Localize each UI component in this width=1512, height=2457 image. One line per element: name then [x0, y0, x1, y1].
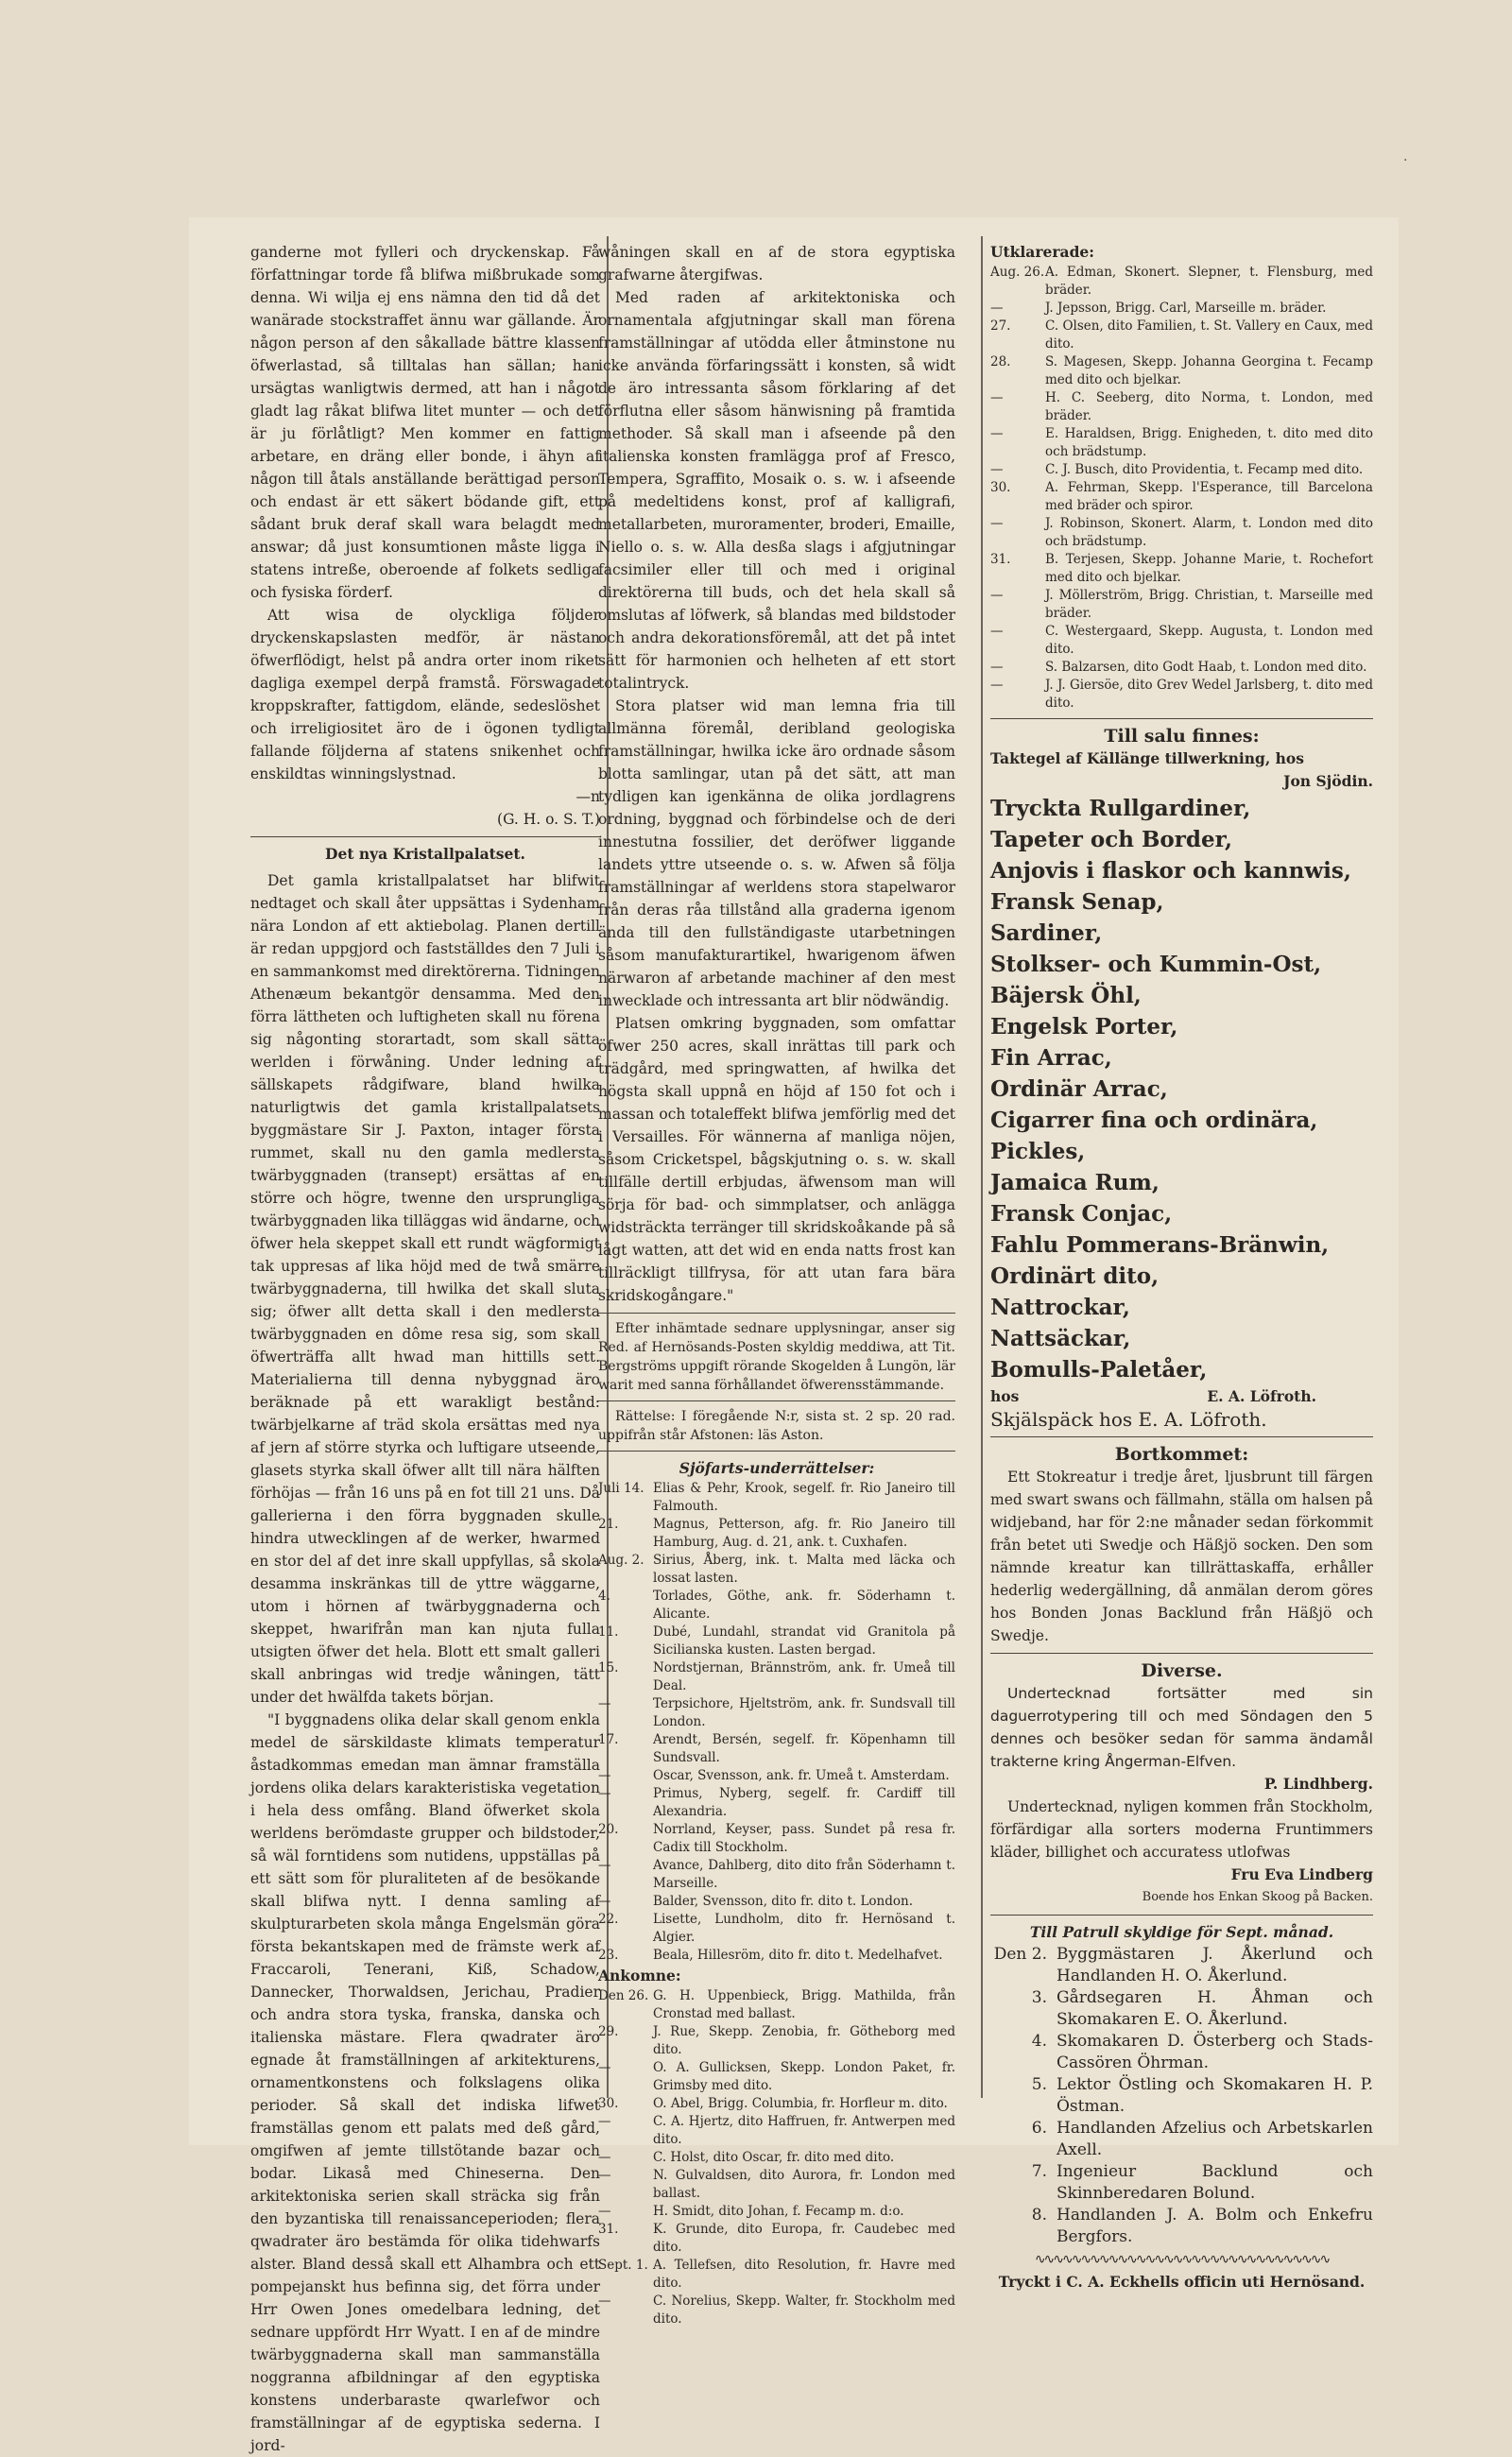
entry-date: —: [598, 2204, 611, 2219]
misc-text-2: Undertecknad, nyligen kommen från Stockholm, förfärdigar alla sorters moderna Fruntimmers kläder, billighet och accuratess utlofwas: [990, 1798, 1373, 1861]
shipping-entry: [598, 1767, 955, 1785]
cleared-entry: [990, 659, 1373, 677]
entry-date: 28.: [990, 354, 1011, 369]
misc-signature-2: Fru Eva Lindberg: [1230, 1865, 1373, 1883]
cleared-entry: [990, 623, 1373, 659]
patrull-list: [990, 1944, 1373, 2248]
sale-item: Cigarrer fina och ordinära,: [990, 1108, 1318, 1133]
entry-date: —: [598, 2168, 611, 2183]
entry-date: 20.: [598, 1822, 619, 1837]
sale-item: Pickles,: [990, 1139, 1086, 1164]
entry-text: Elias & Pehr, Krook, segelf. fr. Rio Janeiro till Falmouth.: [653, 1481, 955, 1514]
entry-text: Ingenieur Backlund och Skinnberedaren Bolund.: [1057, 2162, 1373, 2203]
cleared-heading: Utklarerade:: [990, 243, 1095, 261]
entry-text: Sirius, Åberg, ink. t. Malta med läcka och lossat lasten.: [653, 1553, 955, 1586]
entry-date: 11.: [598, 1624, 619, 1640]
arrived-entry: [598, 2221, 955, 2257]
divider: [250, 836, 600, 837]
entry-text: Balder, Svensson, dito fr. dito t. London.: [653, 1894, 913, 1909]
arrived-entry: [598, 2113, 955, 2149]
cleared-list: [990, 264, 1373, 713]
cleared-entry: [990, 425, 1373, 461]
arrived-entry: [598, 2203, 955, 2221]
sale-item: Ordinärt dito,: [990, 1263, 1160, 1289]
entry-date: —: [990, 516, 1004, 531]
paragraph: ganderne mot fylleri och dryckenskap. Få författningar torde få blifwa mißbrukade som denna. Wi wilja ej ens nämna den tid då det wanärade stockstraffet ännu war gällande. Är någon person af den såkallade bättre klassen öfwerlastad, så tilltalas han sällan; han ursägtas wanligtwis dermed, att han i något gladt lag råkat blifwa litet munter — och det är ju förlåtligt? Men kommer en fattig arbetare, en dräng eller bonde, i ähyn af någon till åtals anställande berättigad person och endast är ett säkert bödande gift, ett sådant bruk deraf skall wara belagdt med answar; då just konsumtionen måste ligga i statens intreße, oberoende af folkets sedliga och fysiska förderf.: [250, 244, 600, 601]
entry-text: Gårdsegaren H. Åhman och Skomakaren E. O. Åkerlund.: [1057, 1988, 1373, 2029]
sale-item: Fransk Senap,: [990, 889, 1164, 915]
entry-text: C. J. Busch, dito Providentia, t. Fecamp med dito.: [1045, 462, 1364, 477]
divider: [990, 1915, 1373, 1916]
divider: [990, 718, 1373, 719]
shipping-entry: [598, 1624, 955, 1659]
entry-date: —: [598, 2114, 611, 2129]
arrived-entry: [598, 1987, 955, 2023]
lost-heading: Bortkommet:: [1114, 1444, 1249, 1465]
cleared-entry: [990, 677, 1373, 713]
entry-date: —: [598, 2060, 611, 2075]
sale-item: Ordinär Arrac,: [990, 1076, 1168, 1102]
sale-seller: Jon Sjödin.: [1283, 772, 1373, 790]
sale-items: [990, 793, 1373, 1385]
paragraph: Platsen omkring byggnaden, som omfattar öfwer 250 acres, skall inrättas till park och trädgård, med springwatten, af hwilka det högsta skall uppnå en höjd af 150 fot och i massan och totaleffekt blifwa jemförlig med det i Versailles. För wännerna af manliga nöjen, såsom Cricketspel, bågskjutning o. s. w. skall tillfälle dertill erbjudas, äfwensom man will sörja för bad- och simmplatser, och anlägga widsträckta terränger till skridskoåkande på så lågt watten, att det wid en enda natts frost kan tillräckligt tillfrysa, för att utan fara bära skridskogångare.": [598, 1015, 955, 1304]
corner-mark: ·: [1403, 153, 1408, 168]
paragraph: Att wisa de olyckliga följder dryckenskapslasten medför, är nästan öfwerflödigt, helst på andra orter inom riket dagliga exempel derpå framstå. Förswagade kroppskrafter, fattigdom, elände, sedeslöshet och irreligiositet äro de i ögonen tydligt fallande följderna af statens snikenhet och enskildtas winningslystnad.: [250, 607, 600, 782]
hos-label: hos: [990, 1387, 1020, 1405]
cleared-entry: [990, 515, 1373, 551]
entry-text: J. Möllerström, Brigg. Christian, t. Marseille med bräder.: [1045, 588, 1373, 621]
sale-heading: Till salu finnes:: [1104, 726, 1260, 747]
cleared-entry: [990, 300, 1373, 318]
entry-text: J. Jepsson, Brigg. Carl, Marseille m. bräder.: [1045, 301, 1327, 316]
shipping-entry: [598, 1731, 955, 1767]
shipping-entry: [598, 1552, 955, 1588]
patrull-entry: [990, 2074, 1373, 2118]
entry-text: Lektor Östling och Skomakaren H. P. Östman.: [1057, 2075, 1373, 2116]
misc-text: Undertecknad fortsätter med sin daguerrotypering till och med Söndagen den 5 dennes och besöker sedan för samma ändamål trakterne kring Ångerman-Elfven.: [990, 1685, 1373, 1770]
cleared-entry: [990, 551, 1373, 587]
cleared-entry: [990, 318, 1373, 353]
entry-text: Dubé, Lundahl, strandat vid Granitola på Sicilianska kusten. Lasten bergad.: [653, 1624, 955, 1658]
entry-text: Avance, Dahlberg, dito dito från Söderhamn t. Marseille.: [653, 1858, 955, 1891]
shipping-entry: [598, 1947, 955, 1965]
entry-text: Norrland, Keyser, pass. Sundet på resa fr. Cadix till Stockholm.: [653, 1822, 955, 1855]
entry-date: 31.: [990, 552, 1011, 567]
entry-text: Lisette, Lundholm, dito fr. Hernösand t. Algier.: [653, 1912, 955, 1945]
cleared-entry: [990, 479, 1373, 515]
entry-text: J. Robinson, Skonert. Alarm, t. London med dito och brädstump.: [1045, 516, 1373, 549]
arrived-entry: [598, 2167, 955, 2203]
paragraph: wåningen skall en af de stora egyptiska grafwarne återgifwas.: [598, 244, 955, 284]
imprint: Tryckt i C. A. Eckhells officin uti Hernösand.: [998, 2273, 1366, 2291]
source: (G. H. o. S. T.): [497, 811, 600, 828]
arrived-entry: [598, 2149, 955, 2167]
paragraph: Stora platser wid man lemna fria till allmänna föremål, deribland geologiska framställningar, hwilka icke äro ordnade såsom blotta samlingar, utan på det sätt, att man tydligen kan igenkänna de olika jordlagrens ordning, byggnad och förbindelse och de deri innestutna fossilier, det deröfwer liggande landets yttre utseende o. s. w. Afwen så följa framställningar af werldens stora stapelwaror från deras råa tillstånd alla graderna igenom ända till den fullständigaste utarbetningen såsom manufakturartikel, hwarigenom äfwen närwaron af arbetande machiner af den mest inwecklade och intressanta art blir nödwändig.: [598, 697, 955, 1009]
divider: [990, 1436, 1373, 1437]
entry-text: Magnus, Petterson, afg. fr. Rio Janeiro till Hamburg, Aug. d. 21, ank. t. Cuxhafen.: [653, 1517, 955, 1550]
cleared-entry: [990, 587, 1373, 623]
entry-text: Handlanden J. A. Bolm och Enkefru Bergfors.: [1057, 2206, 1373, 2246]
shipping-entry: [598, 1659, 955, 1695]
entry-text: J. J. Giersöe, dito Grev Wedel Jarlsberg, t. dito med dito.: [1045, 678, 1373, 711]
arrived-entry: [598, 2059, 955, 2095]
arrived-entry: [598, 2293, 955, 2328]
entry-text: Arendt, Bersén, segelf. fr. Köpenhamn till Sundsvall.: [653, 1732, 955, 1765]
cleared-entry: [990, 353, 1373, 389]
column-divider: [981, 236, 983, 2098]
entry-text: E. Haraldsen, Brigg. Enigheden, t. dito med dito och brädstump.: [1045, 426, 1373, 459]
entry-date: 27.: [990, 318, 1011, 334]
sale-item: Anjovis i flaskor och kannwis,: [990, 858, 1351, 884]
divider: [598, 1400, 955, 1401]
shipping-entry: [598, 1821, 955, 1857]
entry-text: G. H. Uppenbieck, Brigg. Mathilda, från Cronstad med ballast.: [653, 1988, 955, 2021]
arrived-entry: [598, 2257, 955, 2293]
ornamental-rule: ∿∿∿∿∿∿∿∿∿∿∿∿∿∿∿∿∿∿∿∿∿∿∿∿∿∿∿∿∿∿∿∿: [1034, 2252, 1330, 2267]
entry-date: —: [598, 1696, 611, 1711]
entry-date: —: [990, 462, 1004, 477]
entry-date: —: [598, 1858, 611, 1873]
entry-date: 3.: [1031, 1988, 1047, 2007]
shipping-entry: [598, 1516, 955, 1552]
entry-date: 23.: [598, 1948, 619, 1963]
misc-signature: P. Lindhberg.: [1263, 1775, 1373, 1793]
lost-text: Ett Stokreatur i tredje året, ljusbrunt till färgen med swart swans och fällmahn, ställa om halsen på widjeband, har för 2:ne månader sedan förkommit från betet uti Swedje och Häßjö socken. Den som nämnde kreatur kan tillrättaskaffa, erhåller hederlig wedergällning, då anmälan derom göres hos Bonden Jonas Backlund från Häßjö och Swedje.: [990, 1469, 1373, 1644]
entry-date: —: [990, 426, 1004, 441]
entry-text: K. Grunde, dito Europa, fr. Caudebec med dito.: [653, 2222, 955, 2255]
entry-text: A. Tellefsen, dito Resolution, fr. Havre med dito.: [653, 2258, 955, 2291]
entry-date: —: [990, 678, 1004, 693]
erratum: Rättelse: I föregående N:r, sista st. 2 sp. 20 rad. uppifrån står Afstonen: läs Aston.: [598, 1409, 955, 1443]
sale-item: Fransk Conjac,: [990, 1201, 1173, 1227]
entry-text: Byggmästaren J. Åkerlund och Handlanden H. O. Åkerlund.: [1057, 1945, 1373, 1985]
entry-text: C. Holst, dito Oscar, fr. dito med dito.: [653, 2150, 895, 2165]
entry-date: 6.: [1031, 2119, 1047, 2138]
entry-text: Skomakaren D. Österberg och Stads-Cassören Öhrman.: [1057, 2032, 1373, 2072]
entry-date: —: [598, 2294, 611, 2309]
entry-text: J. Rue, Skepp. Zenobia, fr. Götheborg med dito.: [653, 2024, 955, 2057]
entry-date: —: [990, 624, 1004, 639]
sale-last: Skjälspäck hos E. A. Löfroth.: [990, 1408, 1267, 1431]
entry-text: Terpsichore, Hjeltström, ank. fr. Sundsvall till London.: [653, 1696, 955, 1729]
entry-date: —: [990, 301, 1004, 316]
entry-text: O. Abel, Brigg. Columbia, fr. Horfleur m. dito.: [653, 2096, 948, 2111]
entry-date: 4.: [598, 1589, 610, 1604]
paragraph: Det gamla kristallpalatset har blifwit nedtaget och skall åter uppsättas i Sydenham nära London af ett aktiebolag. Planen dertill är redan uppgjord och fastställdes den 7 Juli i en sammankomst med direktörerna. Tidningen Athenæum bekantgör densamma. Med den förra lättheten och luftigheten skall nu förena sig någonting storartadt, som skall sätta werlden i förwåning. Under ledning af sällskapets rådgifware, bland hwilka naturligtwis det gamla kristallpalatsets byggmästare Sir J. Paxton, intager första rummet, skall nu den gamla medlersta twärbyggnaden (transept) ersättas af en större och högre, twenne den ursprungliga twärbyggnaden lika tilläggas wid ändarne, och öfwer hela skeppet skall ett rundt wägformigt tak uppresas af lika höjd med de twå smärre twärbyggnaderna, till hwilka det skall sluta sig; öfwer allt detta skall i den medlersta twärbyggnaden en dôme resa sig, som skall öfwerträffa allt hwad man hittills sett. Materialierna till denna nybyggnad äro beräknade på ett warakligt bestånd: twärbjelkarne af träd skola ersättas med nya af jern af större styrka och luftigare utseende, glasets styrka skall öfwer allt till nära hälften förhöjas — från 16 uns på en fot till 21 uns. Då gallerierna i den förra byggnaden skulle hindra utwecklingen af de werker, hwarmed en stor del af det inre skall uppfyllas, så skola desamma inskränkas till de yttre wäggarne, utom i hörnen af twärbyggnaderna och skeppet, hwarifrån man kan njuta fulla utsigten öfwer det hela. Blott ett smalt galleri skall anbringas wid tredje wåningen, tätt under det hwälfda takets början.: [250, 872, 600, 1706]
patrull-entry: [990, 2031, 1373, 2074]
entry-text: Nordstjernan, Brännström, ank. fr. Umeå till Deal.: [653, 1660, 955, 1693]
shipping-entry: [598, 1785, 955, 1821]
entry-date: 22.: [598, 1912, 619, 1927]
entry-date: 31.: [598, 2222, 619, 2237]
entry-text: H. Smidt, dito Johan, f. Fecamp m. d:o.: [653, 2204, 904, 2219]
entry-date: —: [990, 390, 1004, 405]
sale-item: Nattsäckar,: [990, 1326, 1131, 1351]
arrived-entry: [598, 2095, 955, 2113]
entry-date: 30.: [598, 2096, 619, 2111]
entry-text: Beala, Hillesröm, dito fr. dito t. Medelhafvet.: [653, 1948, 943, 1963]
shipping-entry: [598, 1588, 955, 1624]
shipping-entry: [598, 1857, 955, 1893]
cleared-entry: [990, 264, 1373, 300]
entry-text: H. C. Seeberg, dito Norma, t. London, med bräder.: [1045, 390, 1373, 423]
sale-hos-line: [990, 1385, 1373, 1408]
arrived-entry: [598, 2023, 955, 2059]
sale-item: Bäjersk Öhl,: [990, 983, 1142, 1008]
shipping-entry: [598, 1911, 955, 1947]
shipping-entry: [598, 1480, 955, 1516]
divider: [598, 1451, 955, 1452]
divider: [990, 1653, 1373, 1654]
entry-date: 5.: [1031, 2075, 1047, 2094]
arrived-list: [598, 1987, 955, 2328]
sale-item: Sardiner,: [990, 920, 1103, 946]
entry-text: Torlades, Göthe, ank. fr. Söderhamn t. Alicante.: [653, 1589, 955, 1622]
article-heading: Det nya Kristallpalatset.: [325, 845, 525, 863]
sale-item: Engelsk Porter,: [990, 1014, 1178, 1040]
misc-address: Boende hos Enkan Skoog på Backen.: [1142, 1890, 1373, 1904]
entry-text: C. Norelius, Skepp. Walter, fr. Stockholm med dito.: [653, 2294, 955, 2327]
sale-item: Fahlu Pommerans-Bränwin,: [990, 1232, 1330, 1258]
cleared-entry: [990, 461, 1373, 479]
entry-date: 30.: [990, 480, 1011, 495]
column-3: [990, 241, 1373, 2294]
entry-text: C. A. Hjertz, dito Haffruen, fr. Antwerpen med dito.: [653, 2114, 955, 2147]
entry-date: Aug. 2.: [598, 1553, 644, 1568]
sale-item: Tryckta Rullgardiner,: [990, 796, 1251, 821]
column-1: [250, 241, 600, 2457]
shipping-heading: Sjöfarts-underrättelser:: [679, 1459, 875, 1477]
entry-date: —: [598, 1768, 611, 1783]
patrull-entry: [990, 1944, 1373, 1987]
entry-text: S. Magesen, Skepp. Johanna Georgina t. Fecamp med dito och bjelkar.: [1045, 354, 1373, 387]
divider: [598, 1313, 955, 1314]
entry-text: A. Fehrman, Skepp. l'Esperance, till Barcelona med bräder och spiror.: [1045, 480, 1373, 513]
sale-line: Taktegel af Källänge tillwerkning, hos: [990, 749, 1304, 767]
cleared-entry: [990, 389, 1373, 425]
entry-text: Primus, Nyberg, segelf. fr. Cardiff till Alexandria.: [653, 1786, 955, 1819]
entry-date: Juli 14.: [598, 1481, 644, 1496]
entry-text: O. A. Gullicksen, Skepp. London Paket, fr. Grimsby med dito.: [653, 2060, 955, 2093]
entry-date: 8.: [1031, 2206, 1047, 2225]
sale-item: Jamaica Rum,: [990, 1170, 1160, 1195]
entry-date: 21.: [598, 1517, 619, 1532]
paragraph: Med raden af arkitektoniska och ornamentala afgjutningar skall man förena framställningar af utödda eller åtminstone nu icke använda förfaringssätt i konsten, så widt de äro intressanta såsom förklaring af det förflutna eller såsom hänwisning på framtida methoder. Så skall man i afseende på den italienska konsten framlägga prof af Fresco, Tempera, Sgraffito, Mosaik o. s. w. i afseende på medeltidens konst, prof af kalligrafi, metallarbeten, muroramenter, broderi, Emaille, Niello o. s. w. Alla desßa slags i afgjutningar facsimiler eller till och med i original direktörerna till buds, och det hela skall så omslutas af löfwerk, så blandas med bildstoder och andra dekorationsföremål, att det på intet sätt för harmonien och helheten af ett stort totalintryck.: [598, 289, 955, 692]
entry-date: 15.: [598, 1660, 619, 1675]
entry-text: S. Balzarsen, dito Godt Haab, t. London med dito.: [1045, 660, 1367, 675]
entry-date: 29.: [598, 2024, 619, 2039]
entry-date: Aug. 26.: [990, 265, 1045, 280]
patrull-entry: [990, 2205, 1373, 2248]
entry-date: 17.: [598, 1732, 619, 1747]
shipping-list: [598, 1480, 955, 1965]
misc-heading: Diverse.: [1141, 1660, 1223, 1681]
patrull-heading: Till Patrull skyldige för Sept. månad.: [1029, 1923, 1334, 1941]
patrull-entry: [990, 1987, 1373, 2031]
entry-date: —: [598, 2150, 611, 2165]
entry-date: 7.: [1031, 2162, 1047, 2181]
sale-item: Nattrockar,: [990, 1295, 1130, 1320]
sale-item: Bomulls-Paletåer,: [990, 1357, 1208, 1383]
entry-text: B. Terjesen, Skepp. Johanne Marie, t. Rochefort med dito och bjelkar.: [1045, 552, 1373, 585]
sale-item: Fin Arrac,: [990, 1045, 1112, 1071]
entry-text: C. Westergaard, Skepp. Augusta, t. London med dito.: [1045, 624, 1373, 657]
entry-text: Handlanden Afzelius och Arbetskarlen Axell.: [1057, 2119, 1373, 2159]
sale-item: Tapeter och Border,: [990, 827, 1233, 852]
seller-name: E. A. Löfroth.: [1207, 1387, 1316, 1405]
arrived-heading: Ankomne:: [598, 1967, 681, 1984]
paragraph: "I byggnadens olika delar skall genom enkla medel de särskildaste klimats temperatur åstadkommas emedan man ämnar framställa jordens olika delars karakteristiska vegetation i hela dess omfång. Bland öfwerket skola werldens berömdaste grupper och bildstoder, så wäl forntidens som nutidens, uppställas på ett sätt som för pluraliteten af de besökande skall blifwa nytt. I denna samling af skulpturarbeten skola många Engelsmän göra första bekantskapen med de främste werk af Fraccaroli, Tenerani, Kiß, Schadow, Dannecker, Thorwaldsen, Jerichau, Pradier och andra stora tyska, franska, danska och italienska mästare. Flera qwadrater äro egnade åt framställningen af arkitekturens, ornamentkonstens och folkslagens olika perioder. Så skall det indiska lifwet framställas genom ett palats med deß gård, omgifwen af jemte tillstötande bazar och bodar. Likaså med Chineserna. Den arkitektoniska serien skall sträcka sig från den byzantiska till renaissanceperioden; flera qwadrater äro bestämda för olika tidehwarfs alster. Bland desså skall ett Alhambra och ett pompejanskt hus befinna sig, det förra under Hrr Owen Jones omedelbara ledning, det sednare uppfördt Hrr Wyatt. I en af de mindre twärbyggnaderna skall man sammanställa noggranna afbildningar af den egyptiska konstens underbaraste qwarlefwor och framställningar af de egyptiska sederna. I jord-: [250, 1711, 600, 2454]
entry-date: Den 2.: [993, 1945, 1047, 1964]
patrull-entry: [990, 2118, 1373, 2161]
entry-date: —: [990, 588, 1004, 603]
entry-text: C. Olsen, dito Familien, t. St. Vallery en Caux, med dito.: [1045, 318, 1373, 352]
entry-date: —: [990, 660, 1004, 675]
patrull-entry: [990, 2161, 1373, 2205]
entry-date: 4.: [1031, 2032, 1047, 2051]
shipping-entry: [598, 1695, 955, 1731]
entry-date: —: [598, 1786, 611, 1801]
column-2: [598, 241, 955, 2328]
notice: Efter inhämtade sednare upplysningar, anser sig Red. af Hernösands-Posten skyldig meddiwa, att Tit. Bergströms uppgift rörande Skogelden å Lungön, lär warit med sanna förhållandet öfwerensstämmande.: [598, 1321, 955, 1393]
entry-date: —: [598, 1894, 611, 1909]
shipping-entry: [598, 1893, 955, 1911]
entry-text: Oscar, Svensson, ank. fr. Umeå t. Amsterdam.: [653, 1768, 950, 1783]
entry-text: N. Gulvaldsen, dito Aurora, fr. London med ballast.: [653, 2168, 955, 2201]
sale-item: Stolkser- och Kummin-Ost,: [990, 952, 1322, 977]
entry-date: Sept. 1.: [598, 2258, 648, 2273]
signature: —n: [576, 788, 600, 805]
entry-date: Den 26.: [598, 1988, 649, 2003]
entry-text: A. Edman, Skonert. Slepner, t. Flensburg, med bräder.: [1045, 265, 1373, 298]
